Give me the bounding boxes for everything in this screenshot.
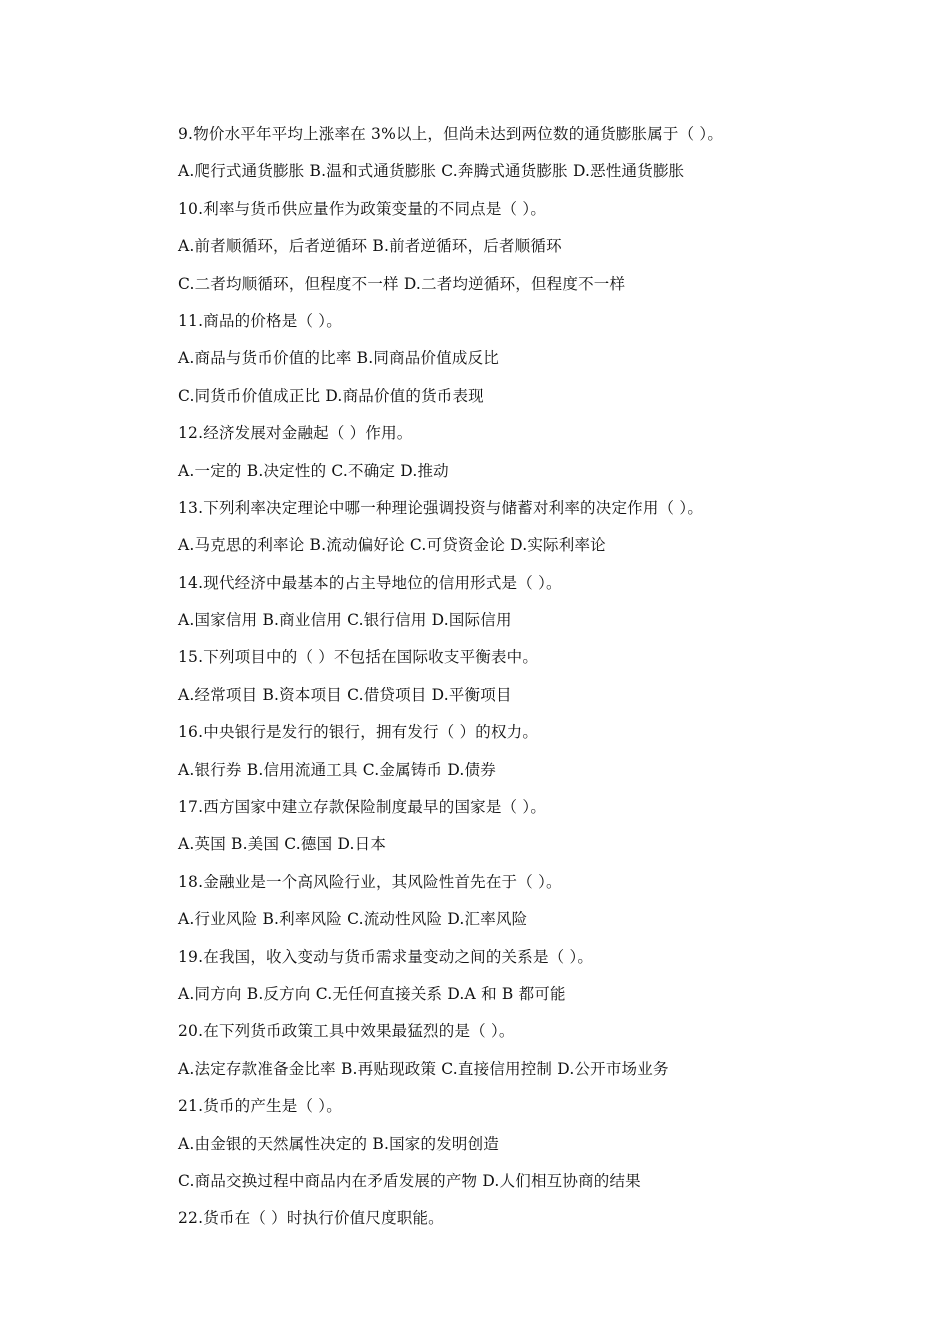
- question-9-options: A.爬行式通货膨胀 B.温和式通货膨胀 C.奔腾式通货膨胀 D.恶性通货膨胀: [178, 162, 685, 181]
- question-13-options: A.马克思的利率论 B.流动偏好论 C.可贷资金论 D.实际利率论: [178, 536, 606, 555]
- question-20: 20.在下列货币政策工具中效果最猛烈的是（ ）。: [178, 1022, 515, 1041]
- question-21-options-cd: C.商品交换过程中商品内在矛盾发展的产物 D.人们相互协商的结果: [178, 1171, 641, 1190]
- question-10-options-cd: C.二者均顺循环，但程度不一样 D.二者均逆循环，但程度不一样: [178, 274, 626, 293]
- question-12-options: A.一定的 B.决定性的 C.不确定 D.推动: [178, 461, 449, 480]
- question-18: 18.金融业是一个高风险行业，其风险性首先在于（ ）。: [178, 872, 562, 891]
- question-14-options: A.国家信用 B.商业信用 C.银行信用 D.国际信用: [178, 611, 512, 630]
- question-17: 17.西方国家中建立存款保险制度最早的国家是（ ）。: [178, 798, 547, 817]
- question-19-options: A.同方向 B.反方向 C.无任何直接关系 D.A 和 B 都可能: [178, 984, 566, 1003]
- question-11-options-cd: C.同货币价值成正比 D.商品价值的货币表现: [178, 386, 484, 405]
- question-22: 22.货币在（ ）时执行价值尺度职能。: [178, 1209, 444, 1228]
- question-11-options-ab: A.商品与货币价值的比率 B.同商品价值成反比: [178, 349, 499, 368]
- question-13: 13.下列利率决定理论中哪一种理论强调投资与储蓄对利率的决定作用（ ）。: [178, 498, 704, 517]
- question-21-options-ab: A.由金银的天然属性决定的 B.国家的发明创造: [178, 1134, 499, 1153]
- question-9: 9.物价水平年平均上涨率在 3%以上，但尚未达到两位数的通货膨胀属于（ ）。: [178, 125, 724, 143]
- question-12: 12.经济发展对金融起（ ）作用。: [178, 424, 413, 443]
- question-16-options: A.银行券 B.信用流通工具 C.金属铸币 D.债券: [178, 760, 496, 779]
- question-15: 15.下列项目中的（ ）不包括在国际收支平衡表中。: [178, 648, 539, 667]
- question-21: 21.货币的产生是（ ）。: [178, 1097, 342, 1116]
- question-11: 11.商品的价格是（ ）。: [178, 311, 342, 330]
- question-20-options: A.法定存款准备金比率 B.再贴现政策 C.直接信用控制 D.公开市场业务: [178, 1059, 669, 1078]
- document-page: [178, 120, 898, 1242]
- question-14: 14.现代经济中最基本的占主导地位的信用形式是（ ）。: [178, 573, 562, 592]
- question-17-options: A.英国 B.美国 C.德国 D.日本: [178, 835, 387, 854]
- question-19: 19.在我国，收入变动与货币需求量变动之间的关系是（ ）。: [178, 947, 594, 966]
- question-18-options: A.行业风险 B.利率风险 C.流动性风险 D.汇率风险: [178, 910, 528, 929]
- question-10: 10.利率与货币供应量作为政策变量的不同点是（ ）。: [178, 199, 547, 218]
- question-16: 16.中央银行是发行的银行，拥有发行（ ）的权力。: [178, 723, 539, 742]
- question-10-options-ab: A.前者顺循环，后者逆循环 B.前者逆循环，后者顺循环: [178, 237, 562, 256]
- question-15-options: A.经常项目 B.资本项目 C.借贷项目 D.平衡项目: [178, 685, 512, 704]
